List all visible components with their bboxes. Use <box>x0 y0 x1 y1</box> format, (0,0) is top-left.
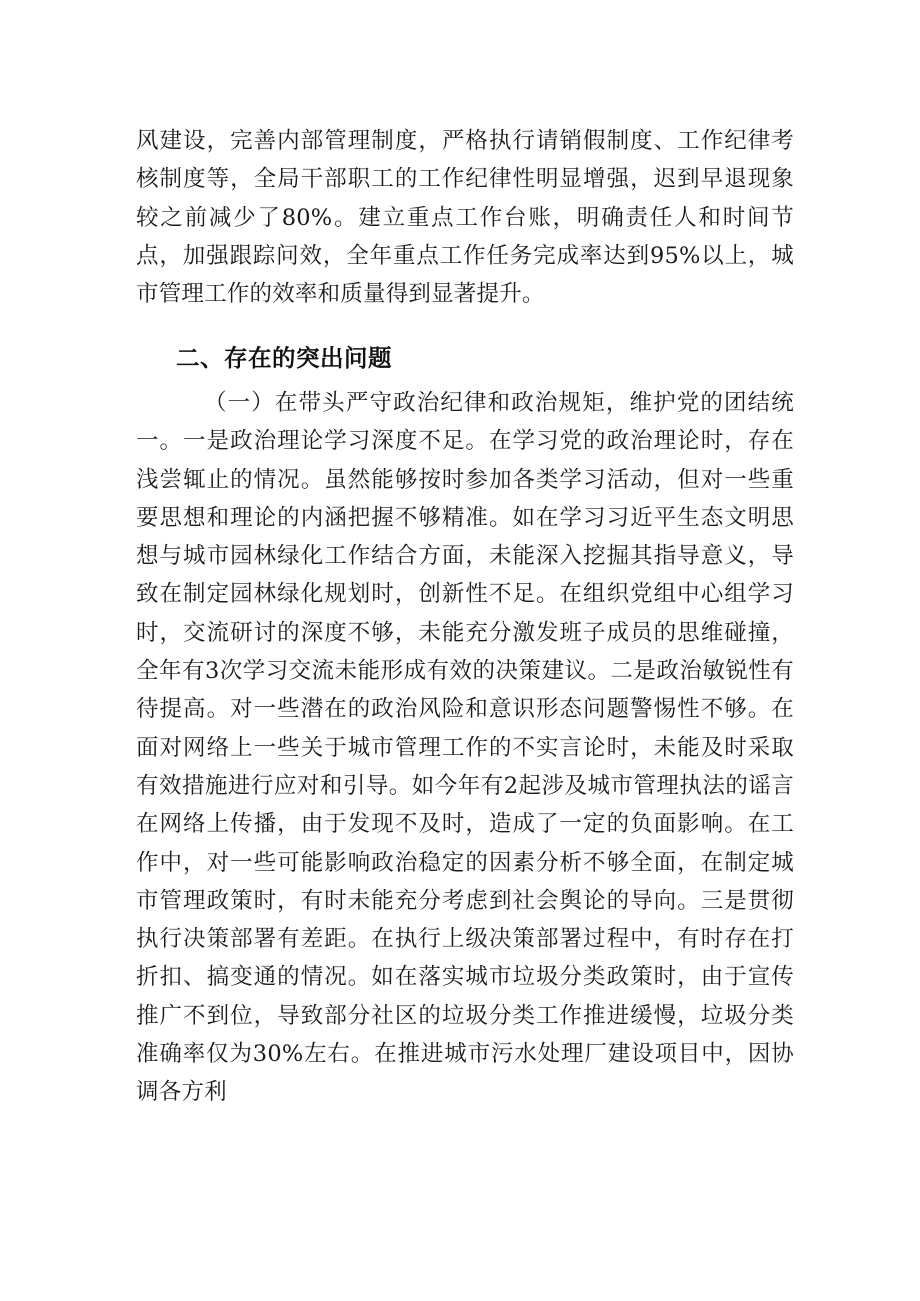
intro-text-block <box>136 122 794 313</box>
section-heading: 二、存在的突出问题 <box>176 344 392 372</box>
intro-paragraph: 风建设，完善内部管理制度，严格执行请销假制度、工作纪律考核制度等，全局干部职工的工作纪律性明显增强，迟到早退现象较之前减少了80%。建立重点工作台账，明确责任人和时间节点，加强跟踪问效，全年重点工作任务完成率达到95%以上，城市管理工作的效率和质量得到显著提升。 <box>136 128 794 308</box>
section-text-block <box>136 384 794 1112</box>
section-paragraph: （一）在带头严守政治纪律和政治规矩，维护党的团结统一。一是政治理论学习深度不足。在学习党的政治理论时，存在浅尝辄止的情况。虽然能够按时参加各类学习活动，但对一些重要思想和理论的内涵把握不够精准。如在学习习近平生态文明思想与城市园林绿化工作结合方面，未能深入挖掘其指导意义，导致在制定园林绿化规划时，创新性不足。在组织党组中心组学习时，交流研讨的深度不够，未能充分激发班子成员的思维碰撞，全年有3次学习交流未能形成有效的决策建议。二是政治敏锐性有待提高。对一些潜在的政治风险和意识形态问题警惕性不够。在面对网络上一些关于城市管理工作的不实言论时，未能及时采取有效措施进行应对和引导。如今年有2起涉及城市管理执法的谣言在网络上传播，由于发现不及时，造成了一定的负面影响。在工作中，对一些可能影响政治稳定的因素分析不够全面，在制定城市管理政策时，有时未能充分考虑到社会舆论的导向。三是贯彻执行决策部署有差距。在执行上级决策部署过程中，有时存在打折扣、搞变通的情况。如在落实城市垃圾分类政策时，由于宣传推广不到位，导致部分社区的垃圾分类工作推进缓慢，垃圾分类准确率仅为30%左右。在推进城市污水处理厂建设项目中，因协调各方利 <box>136 390 794 1106</box>
